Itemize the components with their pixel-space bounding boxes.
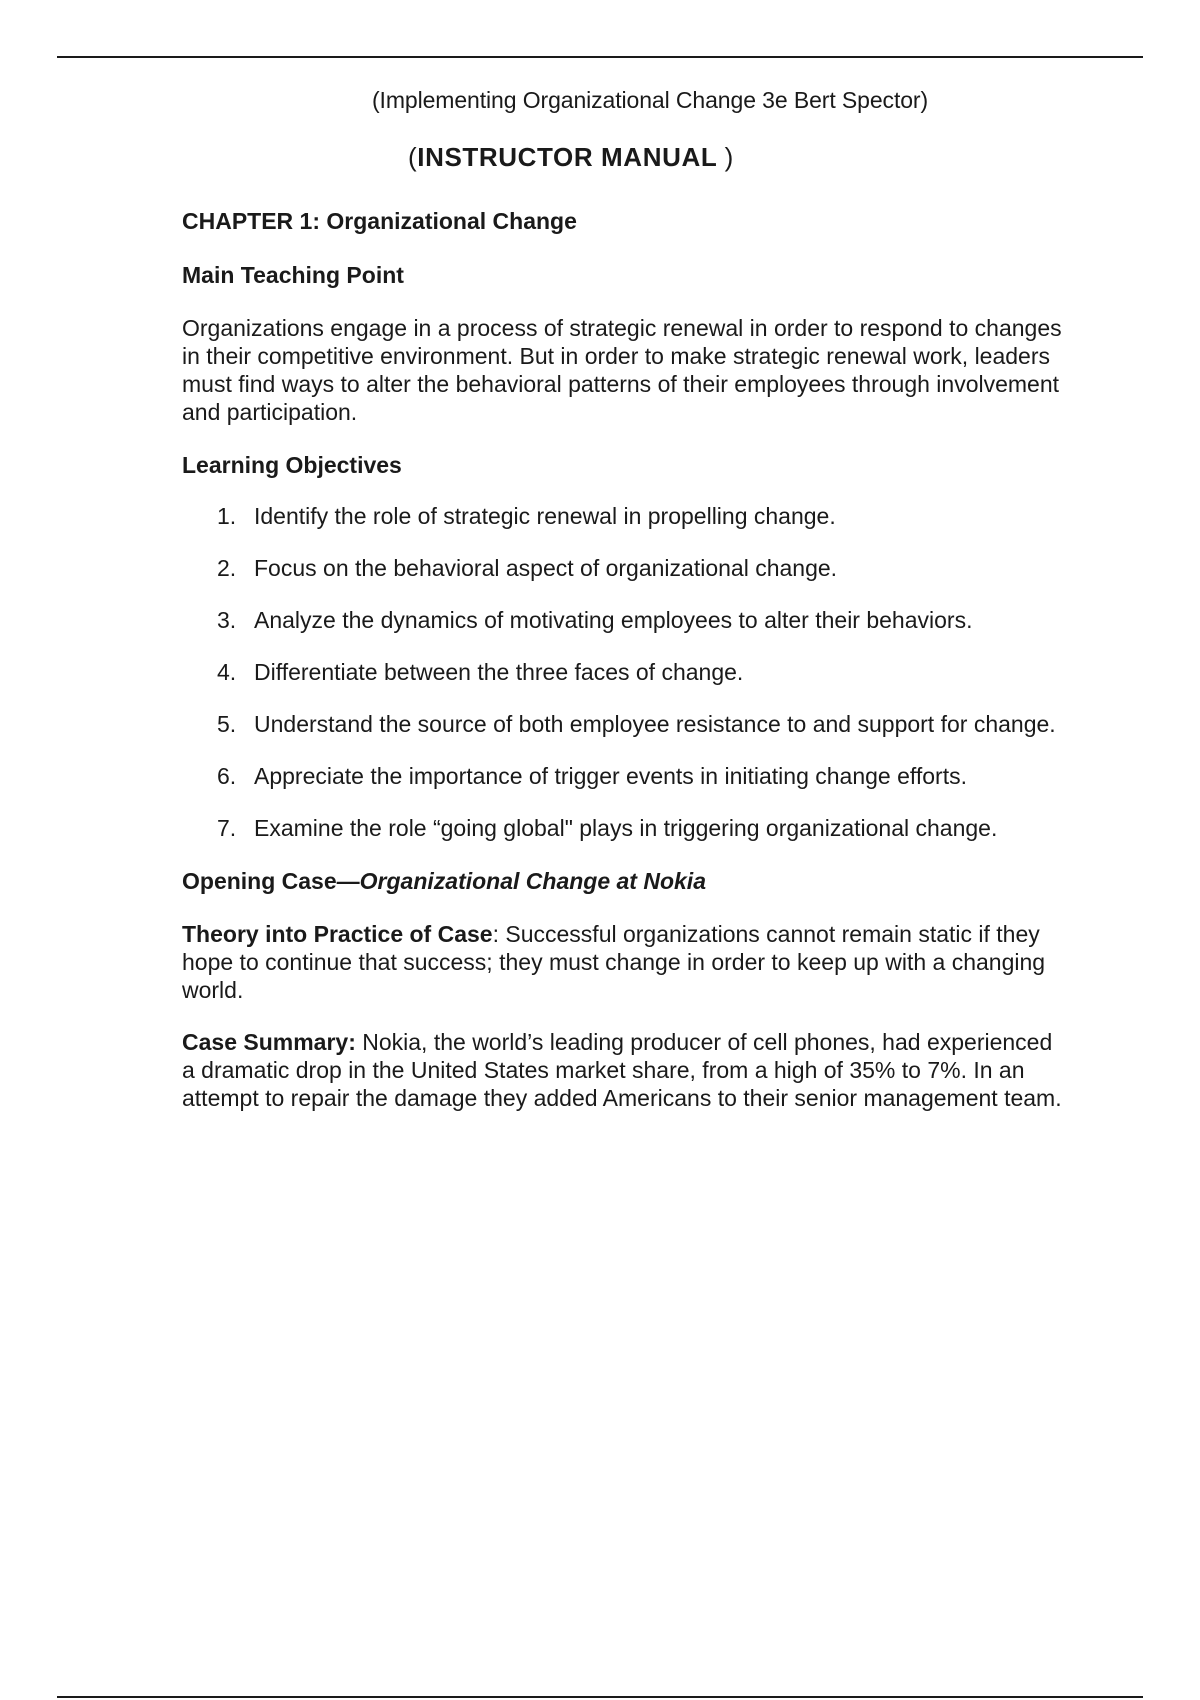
- theory-into-practice-label: Theory into Practice of Case: [182, 921, 493, 947]
- manual-title: [408, 140, 1062, 174]
- list-item-text: Differentiate between the three faces of change.: [254, 659, 744, 685]
- case-summary-label: Case Summary:: [182, 1029, 356, 1055]
- manual-title-close-paren: ): [724, 142, 734, 172]
- list-item-number: 7.: [217, 815, 237, 841]
- main-teaching-point-text: Organizations engage in a process of strategic renewal in order to respond to changes in their competitive environment. But in order to make strategic renewal work, leaders must find ways to alter the behavioral patterns of their employees through involvement and participation.: [182, 315, 1062, 425]
- list-item: [182, 658, 1062, 686]
- list-item-number: 3.: [217, 607, 237, 633]
- bottom-rule: [57, 1696, 1143, 1698]
- list-item-number: 1.: [217, 503, 237, 529]
- list-item-text: Analyze the dynamics of motivating employees to alter their behaviors.: [254, 607, 973, 633]
- list-item-text: Examine the role “going global" plays in triggering organizational change.: [254, 815, 998, 841]
- list-item-number: 6.: [217, 763, 237, 789]
- list-item: [182, 814, 1062, 842]
- document-page: [182, 84, 1062, 1112]
- learning-objectives-heading: Learning Objectives: [182, 452, 402, 478]
- opening-case-label: Opening Case—: [182, 868, 360, 894]
- manual-title-text: INSTRUCTOR MANUAL: [417, 142, 725, 172]
- list-item-text: Appreciate the importance of trigger events in initiating change efforts.: [254, 763, 967, 789]
- manual-title-open-paren: (: [408, 142, 418, 172]
- list-item: [182, 502, 1062, 530]
- chapter-title: CHAPTER 1: Organizational Change: [182, 208, 577, 234]
- list-item: [182, 606, 1062, 634]
- theory-into-practice-paragraph: [182, 920, 1062, 1004]
- list-item: [182, 554, 1062, 582]
- opening-case-heading: [182, 866, 1062, 896]
- case-summary-paragraph: [182, 1028, 1062, 1112]
- list-item: [182, 710, 1062, 738]
- list-item: [182, 762, 1062, 790]
- theory-into-practice-text: : Successful organizations cannot remain static if they hope to continue that success; they must change in order to keep up with a changing world.: [182, 921, 1046, 1003]
- list-item-text: Focus on the behavioral aspect of organizational change.: [254, 555, 838, 581]
- case-summary-text: Nokia, the world’s leading producer of cell phones, had experienced a dramatic drop in the United States market share, from a high of 35% to 7%. In an attempt to repair the damage they added Americans to their senior management team.: [182, 1029, 1062, 1111]
- opening-case-title: Organizational Change at Nokia: [359, 868, 706, 894]
- main-teaching-point-heading: Main Teaching Point: [182, 262, 404, 288]
- top-rule: [57, 56, 1143, 58]
- list-item-number: 2.: [217, 555, 237, 581]
- learning-objectives-list: [182, 502, 1062, 842]
- list-item-text: Identify the role of strategic renewal in propelling change.: [254, 503, 836, 529]
- list-item-text: Understand the source of both employee resistance to and support for change.: [254, 711, 1056, 737]
- book-source-line: (Implementing Organizational Change 3e Bert Spector): [372, 87, 929, 113]
- list-item-number: 5.: [217, 711, 237, 737]
- list-item-number: 4.: [217, 659, 237, 685]
